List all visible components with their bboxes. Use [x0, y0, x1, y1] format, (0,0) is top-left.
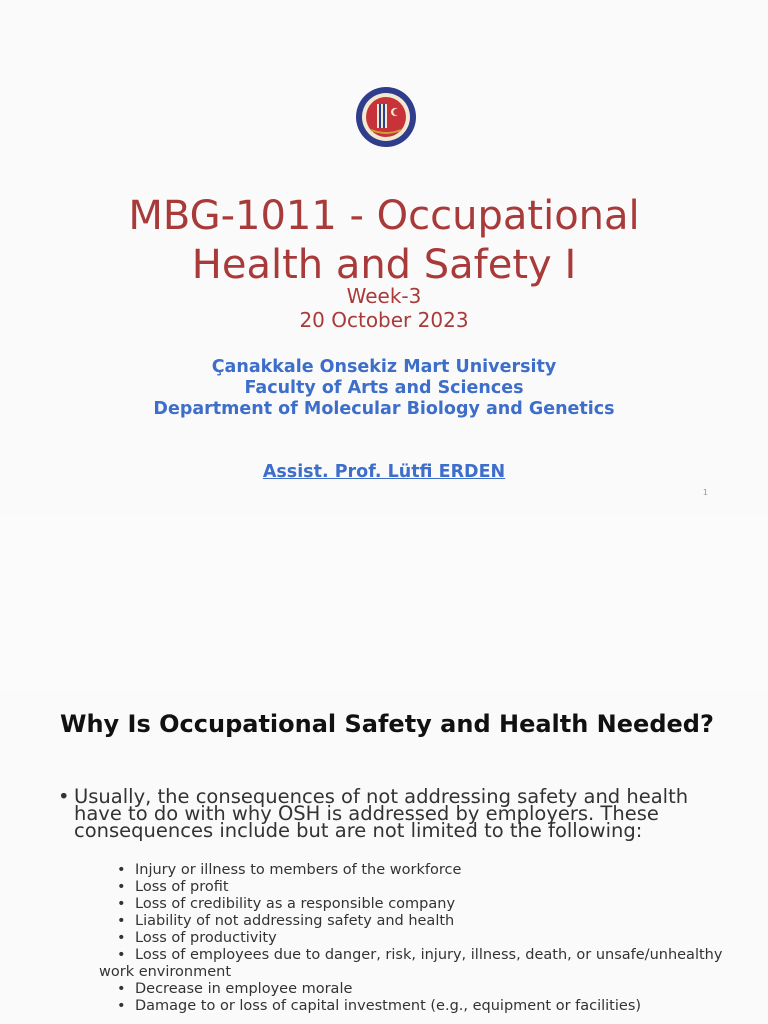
bullet-icon: •	[117, 879, 126, 895]
date-label: 20 October 2023	[299, 308, 469, 332]
list-item	[117, 862, 737, 879]
bullet-icon: •	[117, 947, 126, 963]
bullet-icon: •	[117, 896, 126, 912]
bullet-icon: •	[117, 981, 126, 997]
list-item	[117, 998, 737, 1015]
list-item-text: Decrease in employee morale	[135, 981, 353, 997]
slide-gap	[0, 515, 768, 690]
lead-bullet	[58, 785, 728, 842]
faculty-name: Faculty of Arts and Sciences	[244, 378, 524, 398]
list-item-text: Loss of productivity	[135, 930, 277, 946]
list-item	[117, 879, 737, 896]
bullet-icon: •	[117, 862, 126, 878]
university-logo	[355, 86, 417, 148]
author-link[interactable]: Assist. Prof. Lütfi ERDEN	[262, 462, 506, 482]
week-label: Week-3	[346, 284, 422, 308]
department-name: Department of Molecular Biology and Genetics	[153, 399, 615, 419]
list-item-text: Loss of profit	[135, 879, 229, 895]
content-slide	[0, 690, 768, 1024]
title-line-1: MBG-1011 - Occupational	[128, 193, 640, 239]
lead-text: Usually, the consequences of not addressing safety and health have to do with why OSH is addressed by employers. These consequences include but are not limited to the following:	[74, 785, 689, 842]
list-item-continuation	[99, 964, 737, 981]
slide-title: Why Is Occupational Safety and Health Needed?	[60, 710, 714, 738]
university-name: Çanakkale Onsekiz Mart University	[211, 357, 557, 377]
list-item	[117, 913, 737, 930]
list-item	[117, 930, 737, 947]
page-number: 1	[702, 488, 708, 497]
consequence-list	[99, 862, 737, 1015]
title-line-2: Health and Safety I	[191, 242, 577, 288]
list-item-text: Injury or illness to members of the workforce	[135, 862, 462, 878]
list-item	[117, 981, 737, 998]
list-item-text: Damage to or loss of capital investment (e.g., equipment or facilities)	[135, 998, 642, 1014]
list-item	[117, 896, 737, 913]
list-item-text: Liability of not addressing safety and health	[135, 913, 455, 929]
list-item-text: Loss of credibility as a responsible company	[135, 896, 456, 912]
title-slide	[0, 50, 768, 515]
bullet-icon: •	[117, 998, 126, 1014]
presentation-title	[0, 192, 768, 290]
list-item-text: work environment	[99, 964, 232, 980]
bullet-icon: •	[117, 913, 126, 929]
bullet-icon: •	[58, 785, 70, 808]
list-item-text: Loss of employees due to danger, risk, injury, illness, death, or unsafe/unhealthy	[135, 947, 723, 963]
bullet-icon: •	[117, 930, 126, 946]
list-item	[117, 947, 737, 964]
